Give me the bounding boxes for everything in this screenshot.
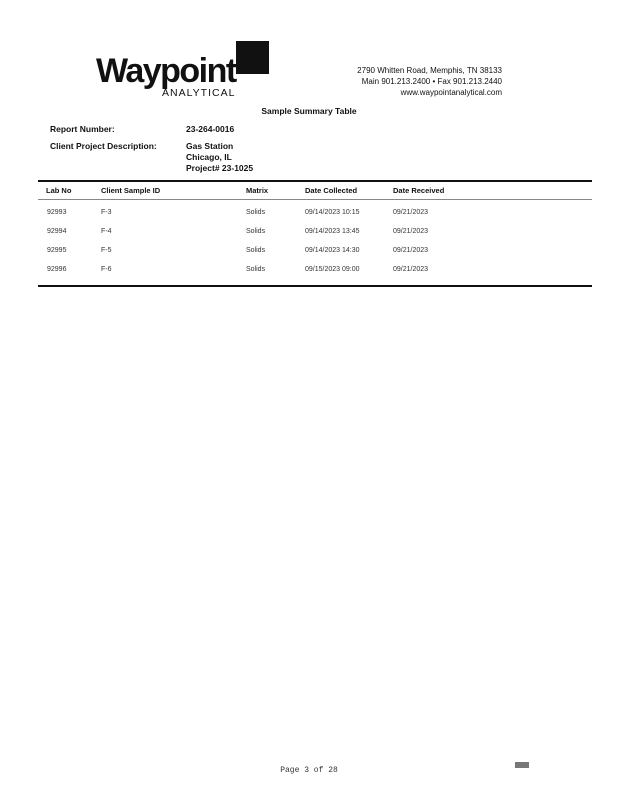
company-logo-name: Waypoint bbox=[96, 52, 236, 90]
cell-date-collected: 09/14/2023 13:45 bbox=[305, 228, 360, 235]
cell-date-received: 09/21/2023 bbox=[393, 266, 429, 273]
cell-matrix: Solids bbox=[246, 266, 266, 273]
cell-lab-no: 92996 bbox=[47, 266, 67, 273]
page-title: Sample Summary Table bbox=[261, 106, 357, 116]
client-project-line-2: Chicago, IL bbox=[186, 152, 232, 162]
cell-date-collected: 09/15/2023 09:00 bbox=[305, 266, 360, 273]
cell-client-sample-id: F-6 bbox=[101, 266, 112, 273]
cell-matrix: Solids bbox=[246, 228, 266, 235]
header-client-sample-id: Client Sample ID bbox=[101, 186, 161, 195]
header-date-collected: Date Collected bbox=[305, 186, 358, 195]
table-header-rule bbox=[38, 199, 592, 200]
cell-lab-no: 92993 bbox=[47, 209, 67, 216]
table-top-rule bbox=[38, 180, 592, 182]
cell-client-sample-id: F-5 bbox=[101, 247, 112, 254]
cell-lab-no: 92994 bbox=[47, 228, 67, 235]
client-project-label: Client Project Description: bbox=[50, 141, 157, 151]
cell-date-collected: 09/14/2023 10:15 bbox=[305, 209, 360, 216]
header-date-received: Date Received bbox=[393, 186, 445, 195]
cell-client-sample-id: F-3 bbox=[101, 209, 112, 216]
cell-client-sample-id: F-4 bbox=[101, 228, 112, 235]
client-project-line-1: Gas Station bbox=[186, 141, 234, 151]
cell-matrix: Solids bbox=[246, 247, 266, 254]
page-number: Page 3 of 28 bbox=[280, 766, 338, 775]
report-number-value: 23-264-0016 bbox=[186, 124, 235, 134]
table-bottom-rule bbox=[38, 285, 592, 287]
company-address: 2790 Whitten Road, Memphis, TN 38133 bbox=[357, 66, 502, 75]
company-phone-fax: Main 901.213.2400 • Fax 901.213.2440 bbox=[361, 77, 502, 86]
cell-date-received: 09/21/2023 bbox=[393, 247, 429, 254]
cell-date-collected: 09/14/2023 14:30 bbox=[305, 247, 360, 254]
client-project-line-3: Project# 23-1025 bbox=[186, 163, 254, 173]
cell-date-received: 09/21/2023 bbox=[393, 228, 429, 235]
company-website: www.waypointanalytical.com bbox=[400, 88, 502, 97]
cell-matrix: Solids bbox=[246, 209, 266, 216]
scan-stamp-mark bbox=[515, 762, 529, 768]
cell-date-received: 09/21/2023 bbox=[393, 209, 429, 216]
header-matrix: Matrix bbox=[246, 186, 269, 195]
header-lab-no: Lab No bbox=[46, 186, 72, 195]
report-number-label: Report Number: bbox=[50, 124, 115, 134]
company-logo-subtitle: ANALYTICAL bbox=[162, 87, 236, 99]
cell-lab-no: 92995 bbox=[47, 247, 67, 254]
logo-square-mark bbox=[236, 41, 269, 74]
